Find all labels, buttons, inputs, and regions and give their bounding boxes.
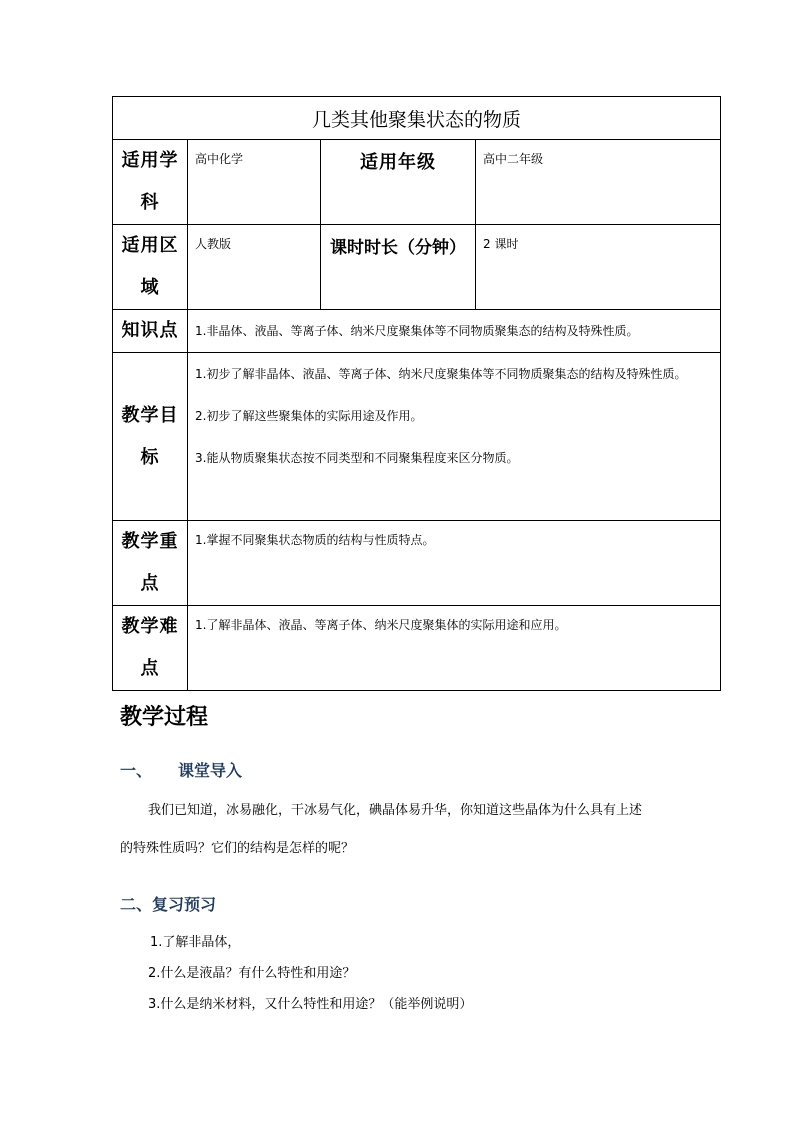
intro-line: 的特殊性质吗？它们的结构是怎样的呢？ [120, 841, 355, 856]
region-value: 人教版 [188, 225, 321, 310]
duration-value: 2 课时 [476, 225, 721, 310]
section2-heading: 二、复习预习 [120, 895, 217, 914]
goal-item: 2.初步了解这些聚集体的实际用途及作用。 [195, 409, 423, 423]
subject-label: 适用学科 [113, 140, 188, 225]
process-title: 教学过程 [120, 705, 209, 730]
key-label: 教学重点 [113, 521, 188, 606]
duration-label: 课时时长（分钟） [321, 225, 476, 310]
section1-title: 课堂导入 [178, 761, 243, 780]
goals-value [188, 353, 721, 521]
question-item: 1.了解非晶体， [150, 935, 241, 950]
difficulty-label: 教学难点 [113, 606, 188, 691]
difficulty-value: 1.了解非晶体、液晶、等离子体、纳米尺度聚集体的实际用途和应用。 [188, 606, 721, 691]
region-label: 适用区域 [113, 225, 188, 310]
knowledge-label: 知识点 [113, 310, 188, 353]
question-item: 3.什么是纳米材料，又什么特性和用途？（能举例说明） [148, 997, 473, 1012]
question-item: 2.什么是液晶？有什么特性和用途？ [148, 966, 356, 981]
table-title: 几类其他聚集状态的物质 [113, 97, 721, 140]
section1-heading [120, 758, 242, 781]
key-value: 1.掌握不同聚集状态物质的结构与性质特点。 [188, 521, 721, 606]
subject-value: 高中化学 [188, 140, 321, 225]
section1-number: 一、 [120, 761, 153, 780]
lesson-plan-table [112, 96, 721, 691]
grade-value: 高中二年级 [476, 140, 721, 225]
intro-paragraph [120, 792, 690, 868]
knowledge-value: 1.非晶体、液晶、等离子体、纳米尺度聚集体等不同物质聚集态的结构及特殊性质。 [188, 310, 721, 353]
goals-label: 教学目标 [113, 353, 188, 521]
goal-item: 3.能从物质聚集状态按不同类型和不同聚集程度来区分物质。 [195, 451, 519, 465]
grade-label: 适用年级 [321, 140, 476, 225]
intro-line: 我们已知道，冰易融化，干冰易气化，碘晶体易升华，你知道这些晶体为什么具有上述 [148, 803, 643, 818]
goal-item: 1.初步了解非晶体、液晶、等离子体、纳米尺度聚集体等不同物质聚集态的结构及特殊性质。 [195, 367, 687, 381]
